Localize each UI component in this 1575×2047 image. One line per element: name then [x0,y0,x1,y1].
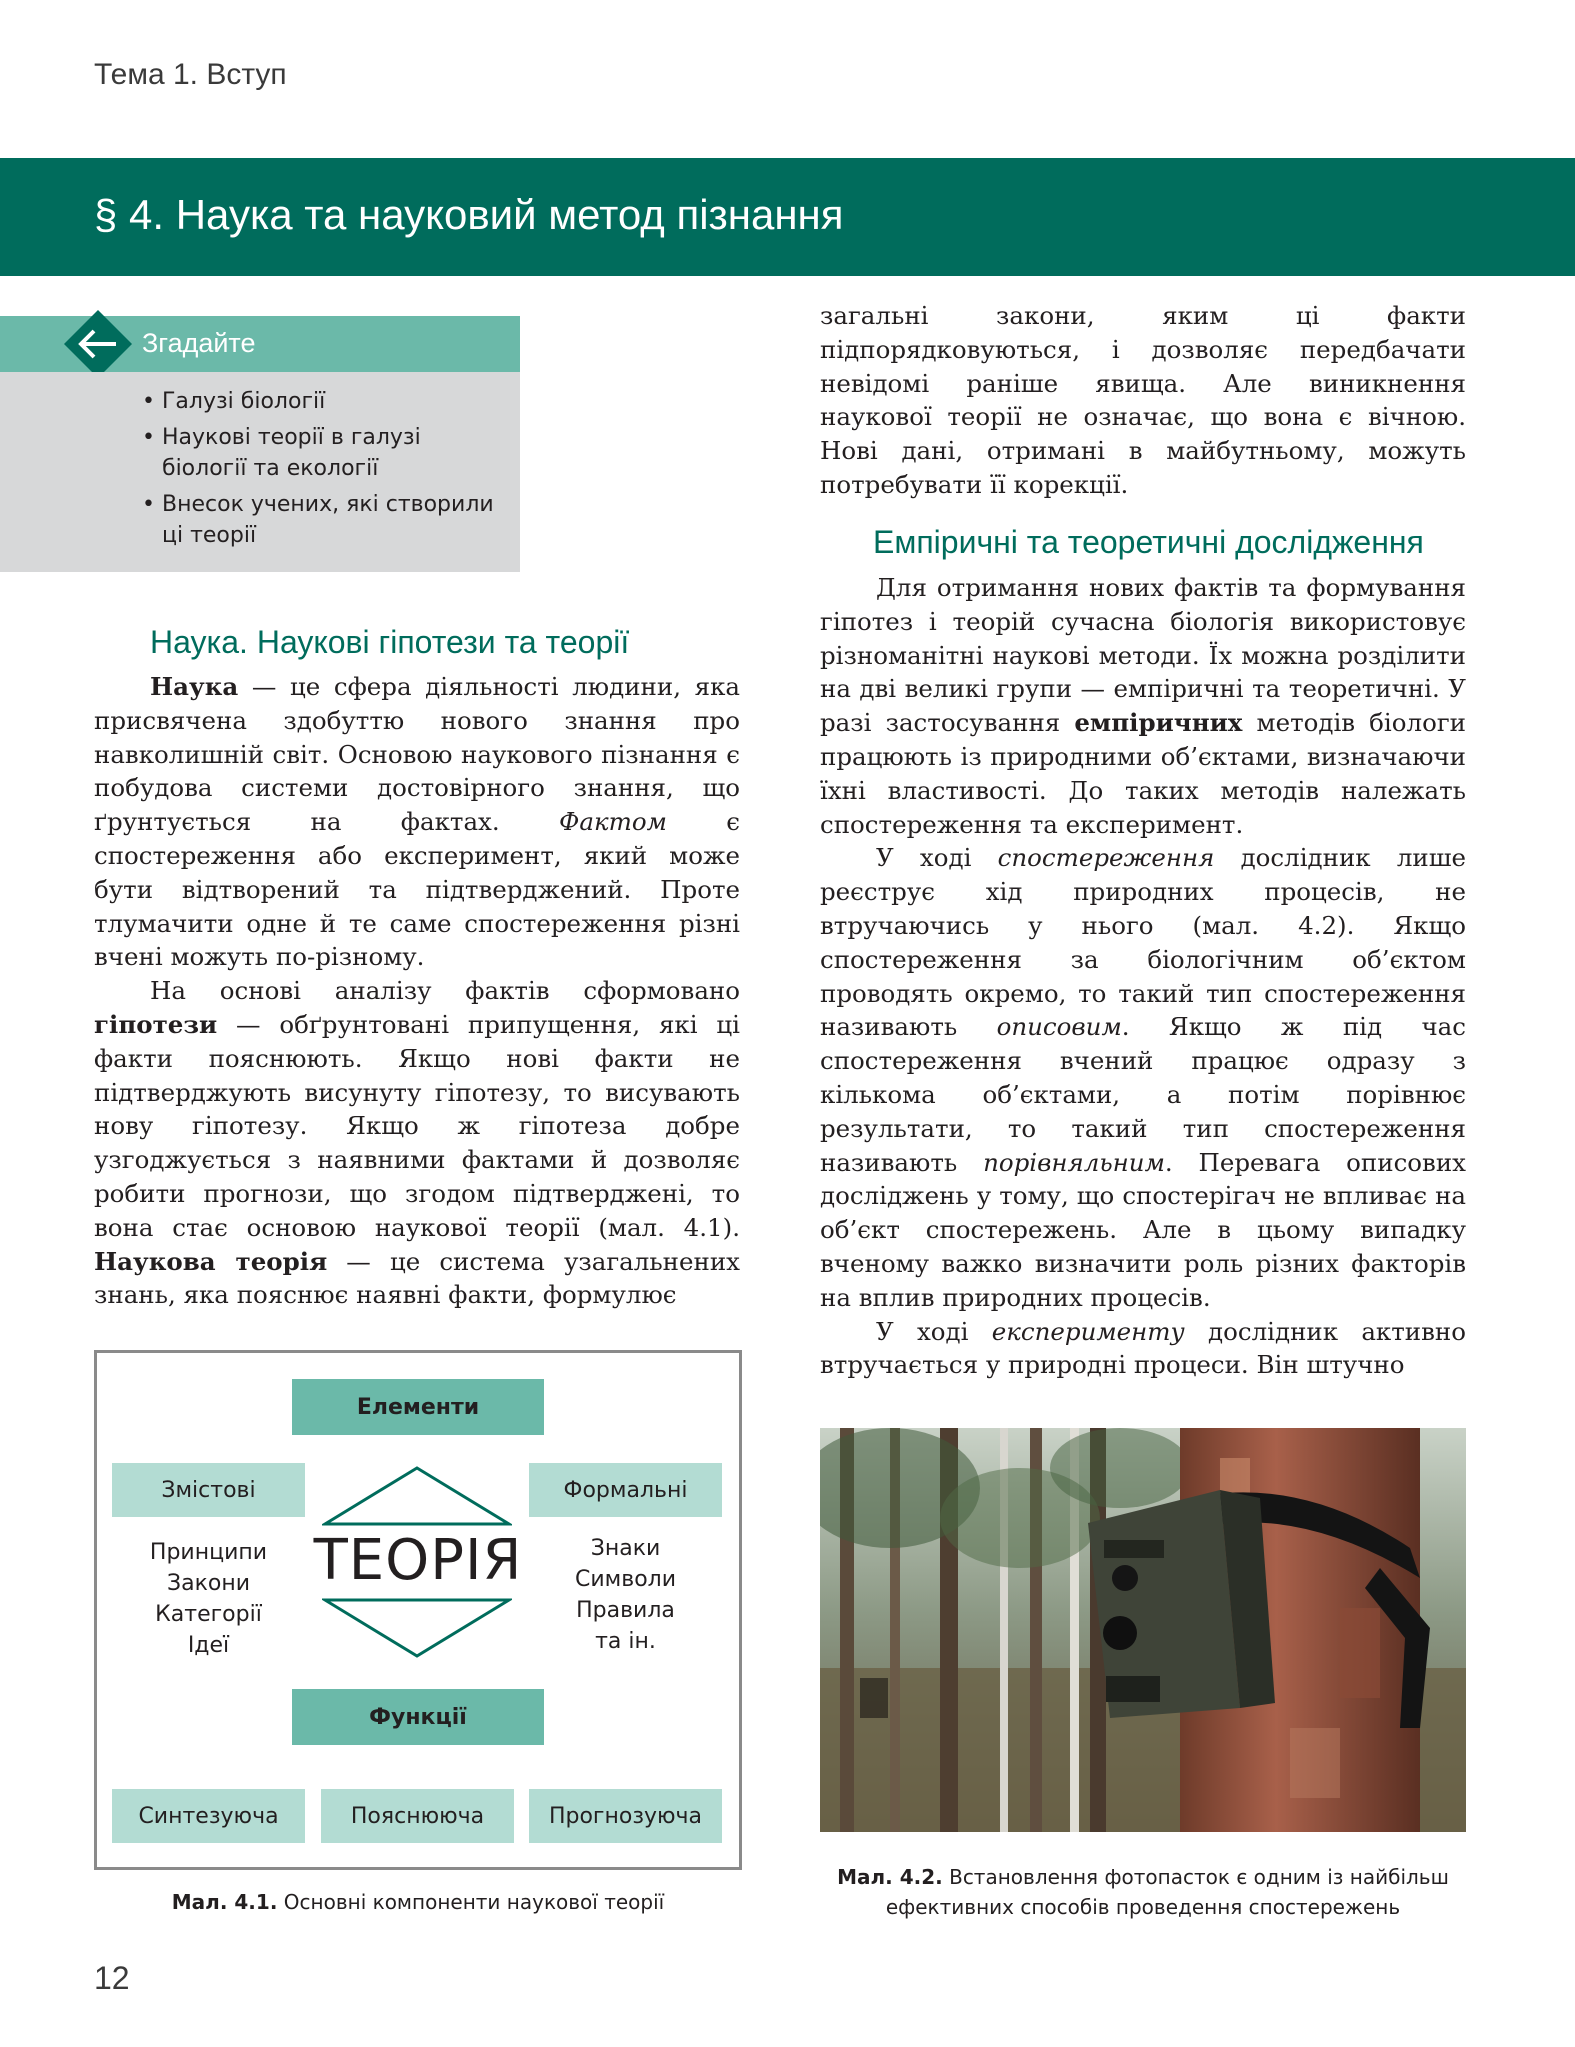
recall-item: • Внесок учених, які створили ці теорії [142,489,512,551]
figure-4-2-photo [820,1428,1466,1832]
formal-box: Формальні [529,1463,722,1517]
paragraph: На основі аналізу фактів сформовано гіпотези — обґрунтовані припущення, які ці факти пояснюють. Якщо нові факти не підтверджують висунуту гіпотезу, то висувають нову гіпотезу. Якщо ж гіпотеза добре узгоджується з наявними фактами й дозволяє робити прогнози, що згодом підтверджені, то вона стає основою наукової теорії (мал. 4.1). Наукова теорія — це система узагальнених знань, яка пояснює наявні факти, формулює [94,976,740,1310]
predicting-box: Прогнозуюча [529,1789,722,1843]
left-heading: Наука. Наукові гіпотези та теорії [150,624,630,660]
paragraph: Наука — це сфера діяльності людини, яка присвячена здобуттю нового знання про навколишній світ. Основою наукового пізнання є побудова системи достовірного знання, що ґрунтується на фактах. Фактом є спостереження або експеримент, який може бути відтворений та підтверджений. Проте тлумачити одне й те саме спостереження різні вчені можуть по-різному. [94,672,740,972]
back-arrow-icon [64,310,132,378]
section-title-bar [0,158,1575,276]
functions-box: Функції [292,1689,544,1745]
right-heading: Емпіричні та теоретичні дослідження [873,524,1424,560]
explaining-box: Пояснююча [321,1789,514,1843]
content-box: Змістові [112,1463,305,1517]
section-title: § 4. Наука та науковий метод пізнання [94,191,844,238]
formal-items-list: Знаки Символи Правила та ін. [574,1536,677,1654]
paragraph: Для отримання нових фактів та формування гіпотез і теорій сучасна біологія використовує різноманітні наукові методи. Їх можна розділити на дві великі групи — емпіричні та теоретичні. У разі застосування емпіричних методів біологи працюють із природними об’єктами, визначаючи їхні властивості. До таких методів належать спостереження та експеримент. [820,573,1466,839]
running-header: Тема 1. Вступ [94,58,287,91]
recall-item: • Наукові теорії в галузі біології та екології [142,422,512,484]
left-column [94,670,740,1312]
paragraph: У ході експерименту дослідник активно втручається у природні процеси. Він штучно [820,1316,1466,1380]
figure-4-2-caption: Мал. 4.2. Встановлення фотопасток є одним із найбільш ефективних способів проведення спостережень [837,1865,1449,1919]
right-column-top [820,299,1466,502]
theory-label: ТЕОРІЯ [313,1528,523,1593]
triangle-down-icon [322,1597,512,1659]
recall-box [0,316,520,572]
right-column-bottom [820,571,1466,1382]
camera-trap-photo [820,1428,1466,1832]
paragraph: У ході спостереження дослідник лише реєструє хід природних процесів, не втручаючись у нього (мал. 4.2). Якщо спостереження за біологічним об’єктом проводять окремо, то такий тип спостереження називають описовим. Якщо ж під час спостереження вчений працює одразу з кількома об’єктами, а потім порівнює результати, то такий тип спостереження називають порівняльним. Перевага описових досліджень у тому, що спостерігач не впливає на об’єкт спостережень. Але в цьому випадку вченому важко визначити роль різних факторів на вплив природних процесів. [820,843,1467,1312]
recall-body [0,372,520,572]
figure-4-1-caption: Мал. 4.1. Основні компоненти наукової теорії [171,1890,665,1914]
content-items-list: Принципи Закони Категорії Ідеї [149,1540,268,1658]
recall-list [142,386,512,556]
synthesizing-box: Синтезуюча [112,1789,305,1843]
recall-item: • Галузі біології [142,386,512,417]
recall-label: Згадайте [142,328,256,358]
triangle-up-icon [322,1465,512,1527]
elements-box: Елементи [292,1379,544,1435]
page-number: 12 [94,1960,130,1996]
paragraph: загальні закони, яким ці факти підпорядковуються, і дозволяє передбачати невідомі раніше явища. Але виникнення наукової теорії не означає, що вона є вічною. Нові дані, отримані в майбутньому, можуть потребувати її корекції. [820,301,1466,499]
figure-4-1-diagram [94,1350,742,1870]
